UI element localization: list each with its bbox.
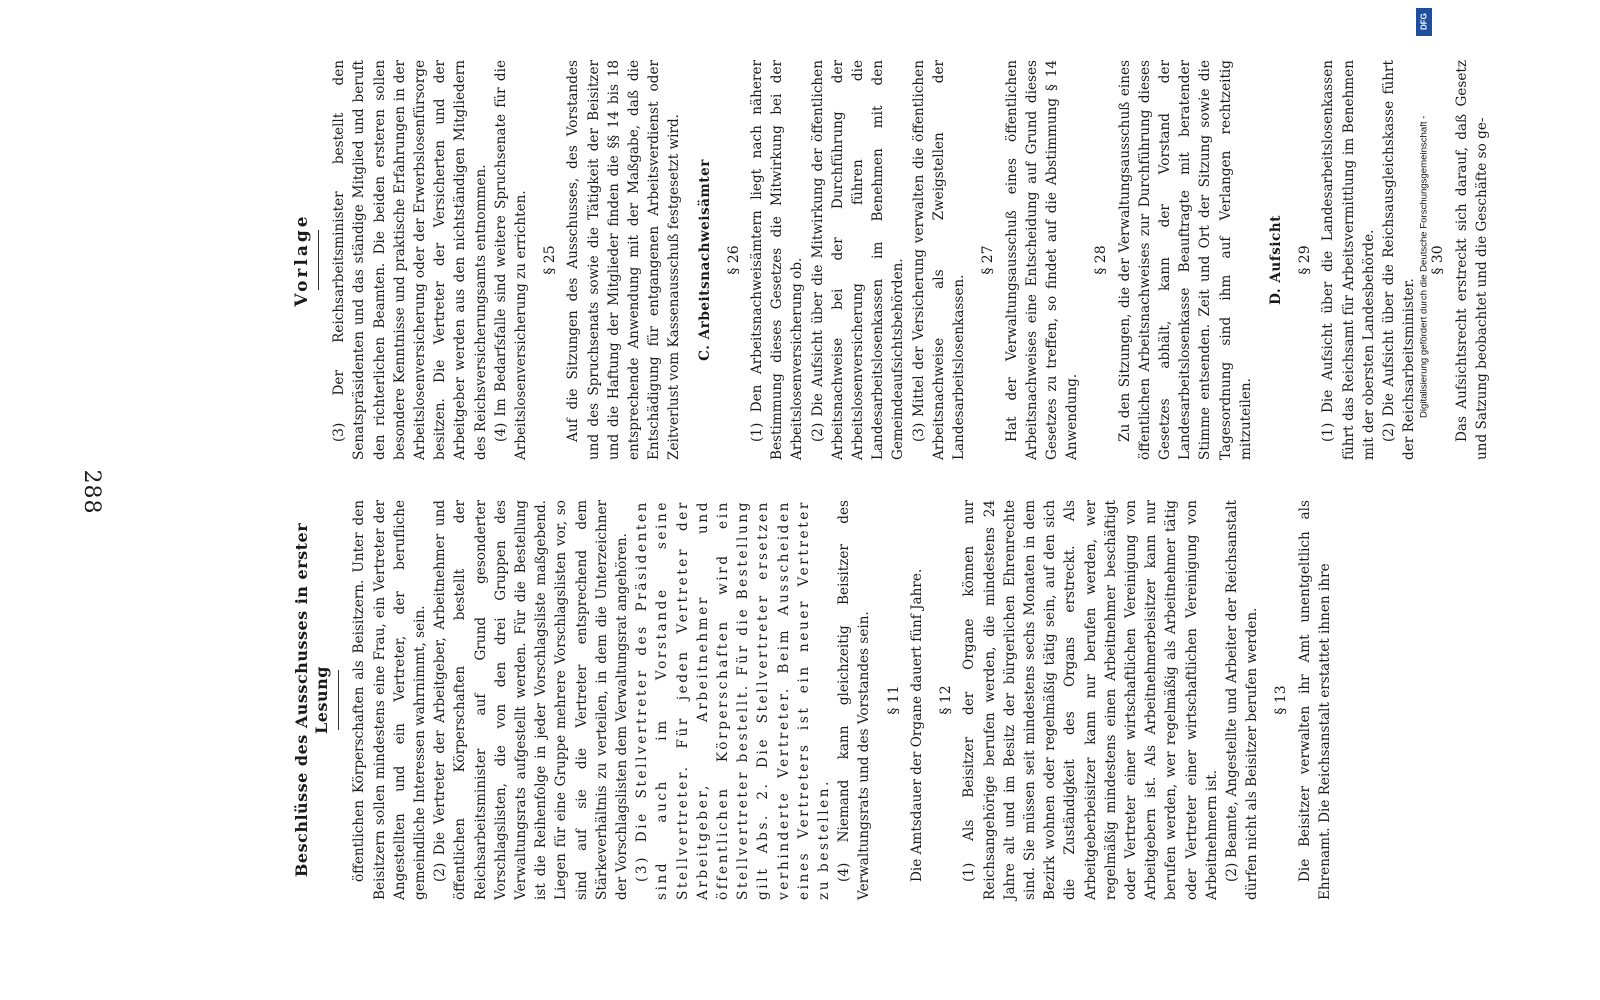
paragraph: (2) Die Vertreter der Arbeitgeber, Arbeitnehmer und öffentlichen Körperschaften bestellt der Reichsarbeitsminister auf Grund gesonderter Vorschlagslisten, die von den drei Gruppen des Verwaltungsrats aufgestellt werden. Für die Bestellung ist die Reihenfolge in jeder Vorschlagsliste maßgebend. Liegen für eine Gruppe mehrere Vorschlagslisten vor, so sind auf sie die Vertreter entsprechend dem Stärkeverhältnis zu verteilen, in dem die Unterzeichner der Vorschlagslisten dem Verwaltungsrat angehören. <box>432 500 631 900</box>
section-number: § 26 <box>725 245 742 275</box>
paragraph: Hat der Verwaltungsausschuß eines öffentlichen Arbeitsnachweises eine Entscheidung auf Grund dieses Gesetzes zu treffen, so findet auf die Abstimmung § 14 Anwendung. <box>1003 60 1081 460</box>
page-number: 288 <box>79 469 104 515</box>
section-number: § 28 <box>1093 245 1110 275</box>
column-beschluesse <box>290 500 1600 900</box>
section-number: § 12 <box>938 685 955 715</box>
column-heading-beschluesse: Beschlüsse des Ausschusses in erster Lesung <box>292 522 332 878</box>
paragraph: Auf die Sitzungen des Ausschusses, des Vorstandes und des Spruchsenats sowie die Tätigkeit der Beisitzer und die Haftung der Mitglieder finden die §§ 14 bis 18 entsprechende Anwendung mit der Maßgabe, daß die Entschädigung für entgangenen Arbeitsverdienst oder Zeitverlust vom Kassenausschuß festgesetzt wird. <box>565 60 683 460</box>
column-heading-vorlage: Vorlage <box>292 213 312 307</box>
paragraph: (2) Die Aufsicht über die Reichsausgleichskasse führt der Reichsarbeitsminister. <box>1380 60 1418 460</box>
paragraph: Die Amtsdauer der Organe dauert fünf Jahre. <box>908 568 925 882</box>
paragraph: Das Aufsichtsrecht erstreckt sich darauf, daß Gesetz und Satzung beobachtet und die Geschäfte so ge- <box>1453 60 1490 460</box>
heading-rule <box>338 670 339 730</box>
section-number: § 29 <box>1297 245 1314 275</box>
paragraph: (3) Die Stellvertreter des Präsidenten sind auch im Vorstande seine Stellvertreter. Für jeden Vertreter der Arbeitgeber, Arbeitnehmer und öffentlichen Körperschaften wird ein Stellvertreter bestellt. Für die Bestellung gilt Abs. 2. Die Stellvertreter ersetzen verhinderte Vertreter. Beim Ausscheiden eines Vertreters ist ein neuer Vertreter zu bestellen. <box>634 500 833 900</box>
heading-rule <box>318 230 319 290</box>
column-vorlage <box>290 60 1600 460</box>
paragraph: (3) Der Reichsarbeitsminister bestellt den Senatspräsidenten und das ständige Mitglied und beruft den richterlichen Beamten. Die beiden ersteren sollen besondere Kenntnisse und praktische Erfahrungen in der Arbeitslosenversicherung oder der Erwerbslosenfürsorge besitzen. Die Vertreter der Versicherten und der Arbeitgeber werden aus den nichtständigen Mitgliedern des Reichsversicherungsamts entnommen. <box>331 60 489 460</box>
section-number: § 30 <box>1430 245 1447 275</box>
paragraph: Zu den Sitzungen, die der Verwaltungsausschuß eines öffentlichen Arbeitsnachweises zur Durchführung dieses Gesetzes abhält, kann der Vorstand der Landesarbeitslosenkasse Beauftragte mit beratender Stimme entsenden. Zeit und Ort der Sitzung sowie die Tagesordnung sind ihm auf Verlangen rechtzeitig mitzuteilen. <box>1116 60 1254 460</box>
paragraph: öffentlichen Körperschaften als Beisitzern. Unter den Beisitzern sollen mindestens eine Frau, ein Vertreter der Angestellten und ein Vertreter, der berufliche gemeindliche Interessen wahrnimmt, sein. <box>351 500 429 900</box>
subsection-heading: D. Aufsicht <box>1267 215 1284 305</box>
column-beschluesse-body <box>290 500 1335 900</box>
paragraph: Die Beisitzer verwalten ihr Amt unentgeltlich als Ehrenamt. Die Reichsanstalt erstattet ihnen ihre <box>1296 500 1333 900</box>
paragraph: (1) Als Beisitzer der Organe können nur Reichsangehörige berufen werden, die mindestens 24 Jahre alt und im Besitz der bürgerlichen Ehrenrechte sind. Sie müssen seit mindestens sechs Monaten in dem Bezirk wohnen oder regelmäßig tätig sein, auf den sich die Zuständigkeit des Organs erstreckt. Als Arbeitgeberbeisitzer kann nur berufen werden, wer regelmäßig mindestens einen Arbeitnehmer beschäftigt oder Vertreter einer wirtschaftlichen Vereinigung von Arbeitgebern ist. Als Arbeitnehmerbeisitzer kann nur berufen werden, wer regelmäßig als Arbeitnehmer tätig oder Vertreter einer wirtschaftlichen Vereinigung von Arbeitnehmern ist. <box>961 500 1220 900</box>
section-number: § 11 <box>885 685 902 715</box>
paragraph: (3) Mittel der Versicherung verwalten die öffentlichen Arbeitsnachweise als Zweigstellen der Landesarbeitslosenkassen. <box>910 60 968 460</box>
digitization-credit-text: Digitalisierung gefördert durch die Deutsche Forschungsgemeinschaft - <box>1418 115 1430 418</box>
digitization-stamp <box>1416 8 1432 994</box>
column-vorlage-body <box>290 60 1492 460</box>
section-number: § 25 <box>542 245 559 275</box>
paragraph: (4) Niemand kann gleichzeitig Beisitzer des Verwaltungsrats und des Vorstandes sein. <box>836 500 873 900</box>
section-number: § 27 <box>980 245 997 275</box>
dfg-logo-badge: DFG <box>1416 8 1432 36</box>
paragraph: (1) Die Aufsicht über die Landesarbeitslosenkassen führt das Reichsamt für Arbeitsvermittlung im Benehmen mit der obersten Landesbehörde. <box>1320 60 1377 460</box>
section-number: § 13 <box>1273 685 1290 715</box>
subsection-heading: C. Arbeitsnachweisämter <box>696 159 713 361</box>
paragraph: (1) Den Arbeitsnachweisämtern liegt nach näherer Bestimmung dieses Gesetzes die Mitwirkung bei der Arbeitslosenversicherung ob. <box>749 60 806 460</box>
paragraph: (4) Im Bedarfsfalle sind weitere Spruchsenate für die Arbeitslosenversicherung zu errichten. <box>492 60 530 460</box>
paragraph: (2) Beamte, Angestellte und Arbeiter der Reichsanstalt dürfen nicht als Beisitzer berufen werden. <box>1223 500 1261 900</box>
paragraph: (2) Die Aufsicht über die Mitwirkung der öffentlichen Arbeitsnachweise bei der Durchführung der Arbeitslosenversicherung führen die Landesarbeitslosenkassen im Benehmen mit den Gemeindeaufsichtsbehörden. <box>809 60 907 460</box>
